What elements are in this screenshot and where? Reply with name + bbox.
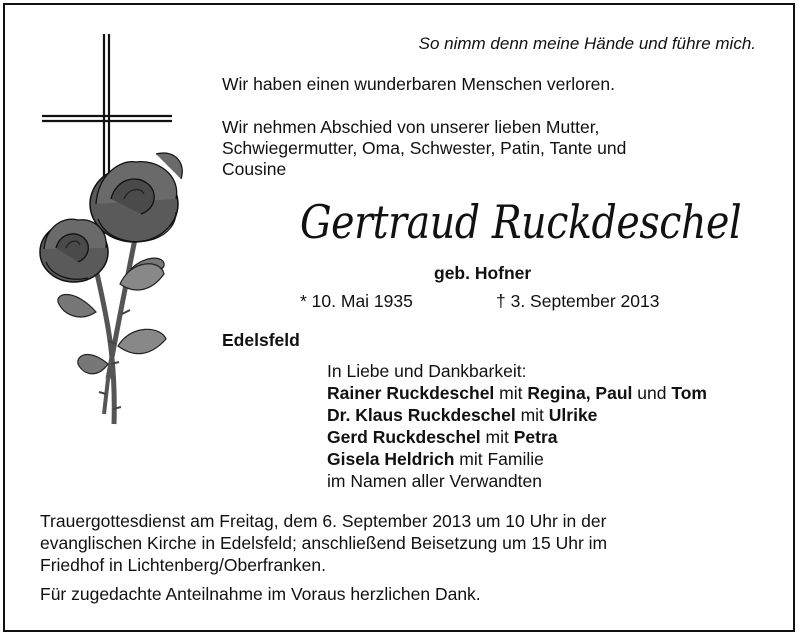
mourner-connector: mit — [480, 427, 514, 447]
maiden-name: geb. Hofner — [434, 263, 532, 283]
mourners-closing: im Namen aller Verwandten — [327, 471, 542, 491]
birth-date: * 10. Mai 1935 — [300, 291, 413, 311]
mourner-row-2 — [327, 404, 597, 426]
farewell-line-2: Schwiegermutter, Oma, Schwester, Patin, Tante und — [222, 138, 627, 158]
mourner-name: Petra — [513, 427, 558, 447]
motto-verse: So nimm denn meine Hände und führe mich. — [418, 34, 756, 53]
thanks-line: Für zugedachte Anteilnahme im Voraus herzlichen Dank. — [40, 584, 481, 604]
mourner-connector: und — [632, 383, 672, 403]
mourner-name: Rainer Ruckdeschel — [327, 383, 495, 403]
cross-with-roses-icon — [36, 34, 186, 434]
deceased-name: Gertraud Ruckdeschel — [300, 195, 742, 249]
service-line-3: Friedhof in Lichtenberg/Oberfranken. — [40, 555, 326, 575]
mourner-name: Ulrike — [548, 405, 598, 425]
mourner-name: Gerd Ruckdeschel — [327, 427, 481, 447]
mourners-intro: In Liebe und Dankbarkeit: — [327, 361, 527, 381]
place-name: Edelsfeld — [222, 330, 300, 350]
mourner-name: Gisela Heldrich — [327, 449, 455, 469]
service-line-2: evanglischen Kirche in Edelsfeld; anschließend Beisetzung um 15 Uhr im — [40, 533, 608, 553]
mourner-row-1 — [327, 382, 707, 404]
mourner-name: Regina, Paul — [527, 383, 633, 403]
farewell-line-3: Cousine — [222, 159, 287, 179]
service-line-1: Trauergottesdienst am Freitag, dem 6. September 2013 um 10 Uhr in der — [40, 511, 607, 531]
mourner-connector: mit — [494, 383, 528, 403]
mourner-row-4 — [327, 448, 544, 470]
mourner-name: Tom — [671, 383, 707, 403]
mourner-connector: mit — [515, 405, 549, 425]
farewell-line-1: Wir nehmen Abschied von unserer lieben Mutter, — [222, 117, 600, 137]
mourner-name: Dr. Klaus Ruckdeschel — [327, 405, 516, 425]
death-date: † 3. September 2013 — [496, 291, 660, 311]
mourner-connector: mit Familie — [454, 449, 544, 469]
intro-line: Wir haben einen wunderbaren Menschen verloren. — [222, 74, 616, 94]
mourner-row-3 — [327, 426, 558, 448]
